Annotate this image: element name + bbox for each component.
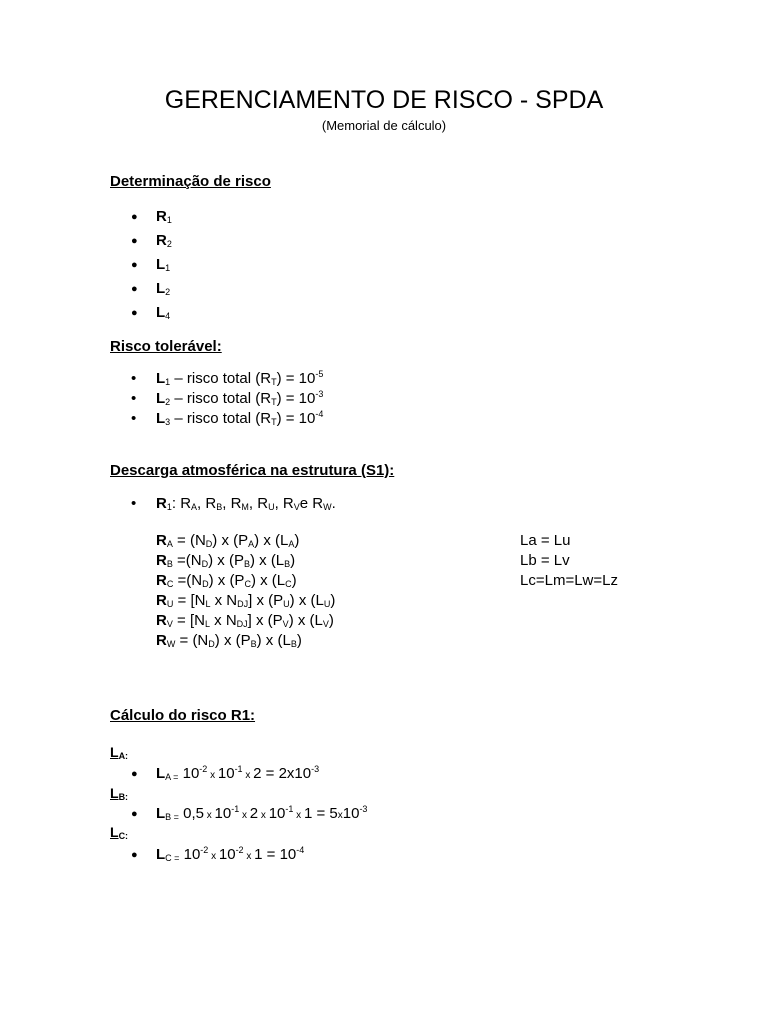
- bullet-icon: ●: [131, 849, 138, 861]
- list-item: $R_2$: [156, 232, 172, 249]
- bullet-icon: ●: [131, 211, 138, 223]
- equation-ra: $R_A = (N_D)$ x $(P_A)$ x $(L_A)$: [156, 532, 300, 549]
- bullet-icon: ●: [131, 283, 138, 295]
- section-heading-tolerable: Risco tolerável:: [110, 338, 222, 355]
- calc-lb: $L_{B =}$ 0,5 x $10^{-1}$ x 2 x $10^{-1}$ x $1 = 5x10^{-3}$: [156, 804, 368, 822]
- bullet-icon: ●: [131, 235, 138, 247]
- bullet-icon: •: [131, 410, 137, 427]
- bullet-icon: ●: [131, 259, 138, 271]
- equation-rc: $R_C =(N_D)$ x $(P_C)$ x $(L_C)$: [156, 572, 297, 589]
- calc-label-lb: $L_{B:}$: [110, 785, 129, 802]
- list-item: $L_1$: [156, 256, 171, 273]
- bullet-icon: •: [131, 370, 137, 387]
- calc-la: $L_{A =}$ $10^{-2}$ x $10^{-1}$ x $2 = 2x10^{-3}$: [156, 764, 320, 782]
- calc-label-lc: $L_{C:}$: [110, 824, 129, 841]
- equation-rv: $R_V = [N_L$ x $N_{DJ}$] x $(P_V)$ x $(L_V)$: [156, 612, 334, 629]
- bullet-icon: ●: [131, 808, 138, 820]
- relation-text: Lc=Lm=Lw=Lz: [520, 572, 618, 589]
- section-heading-determinacao: Determinação de risco: [110, 173, 271, 190]
- bullet-icon: ●: [131, 768, 138, 780]
- section-heading-descarga: Descarga atmosférica na estrutura (S1):: [110, 462, 395, 479]
- list-item: $R_1$: [156, 208, 172, 225]
- list-item: $L_2$ – risco total $(R_T) = 10^{-3}$: [156, 389, 324, 407]
- equation-rb: $R_B =(N_D)$ x $(P_B)$ x $(L_B)$: [156, 552, 296, 569]
- section-heading-calculo: Cálculo do risco R1:: [110, 707, 256, 724]
- list-item: $L_1$ – risco total $(R_T) = 10^{-5}$: [156, 369, 324, 387]
- list-item: $L_3$ – risco total $(R_T) = 10^{-4}$: [156, 409, 324, 427]
- list-item: $L_4$: [156, 304, 171, 321]
- relation-text: Lb = Lv: [520, 552, 570, 569]
- page-title: GERENCIAMENTO DE RISCO - SPDA: [164, 86, 604, 114]
- calc-label-la: $L_{A:}$: [110, 744, 129, 761]
- equation-ru: $R_U = [N_L$ x $N_{DJ}$] x $(P_U)$ x $(L_U)$: [156, 592, 336, 609]
- equation-rw: $R_W = (N_D)$ x $(P_B)$ x $(L_B)$: [156, 632, 302, 649]
- bullet-icon: •: [131, 390, 137, 407]
- relation-text: La = Lu: [520, 532, 571, 549]
- bullet-icon: ●: [131, 307, 138, 319]
- list-item: $L_2$: [156, 280, 171, 297]
- calc-lc: $L_{C =}$ $10^{-2}$ x $10^{-2}$ x $1 = 10^{-4}$: [156, 845, 305, 863]
- r1-components: $R_1$: $R_A$, $R_B$, $R_M$, $R_U$, $R_Ve$ $R_W$.: [156, 495, 336, 512]
- bullet-icon: •: [131, 495, 137, 512]
- page-subtitle: (Memorial de cálculo): [321, 118, 447, 133]
